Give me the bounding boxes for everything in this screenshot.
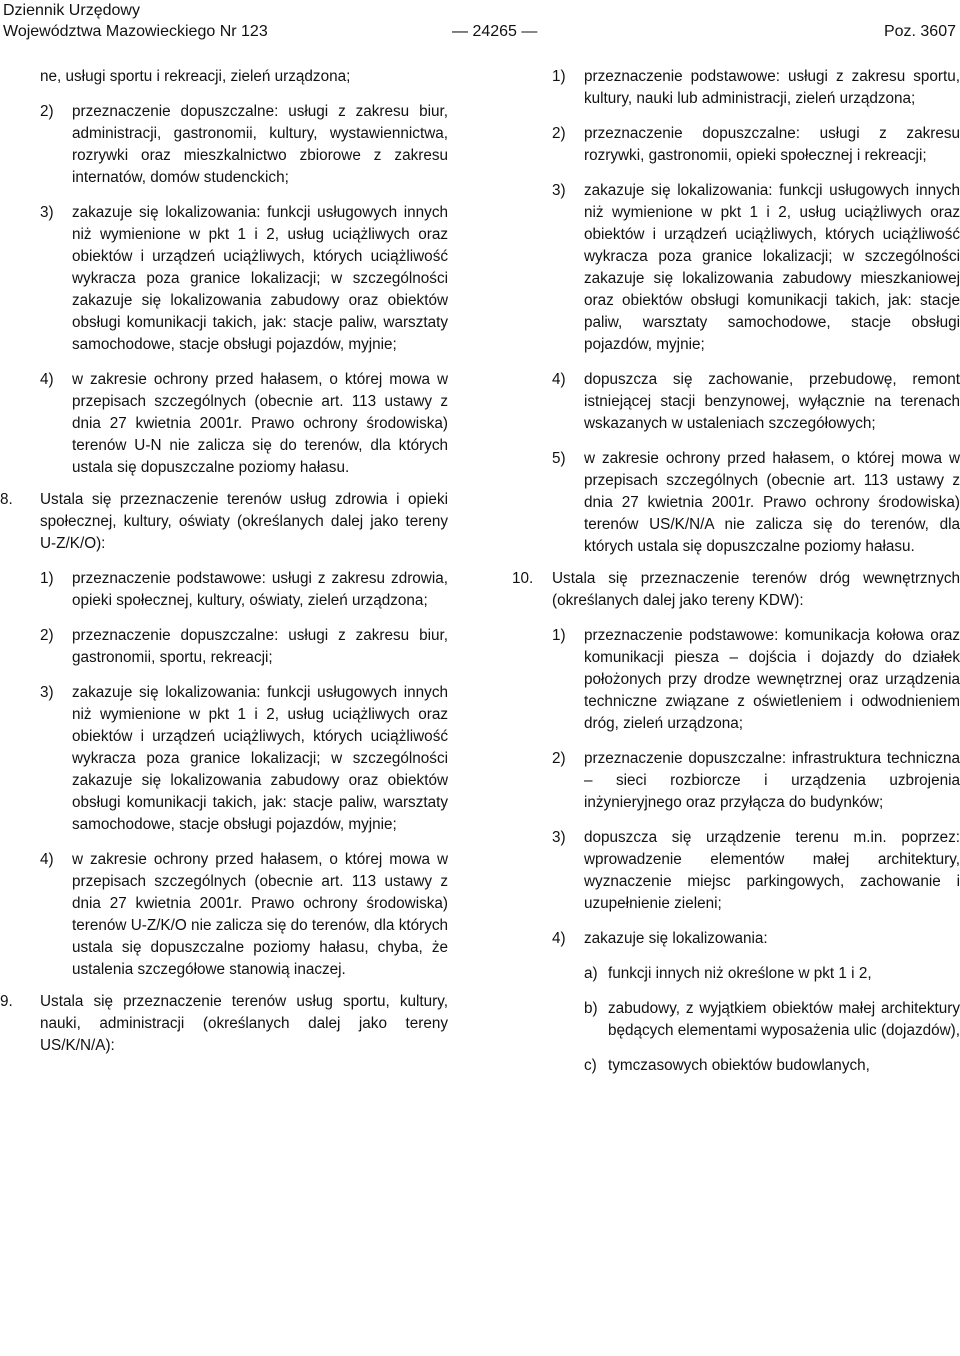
sub-item-letter: c)	[584, 1057, 597, 1074]
list-item	[0, 369, 448, 479]
sub-item-text: zabudowy, z wyjątkiem obiektów małej architektury będących elementami wyposażenia ulic (dojazdów),	[608, 1000, 960, 1039]
item-text: zakazuje się lokalizowania: funkcji usługowych innych niż wymienione w pkt 1 i 2, usług uciążliwych oraz obiektów i urządzeń uciążliwych, których uciążliwość wykracza poza granice lokalizacji; w szczególności zakazuje się lokalizowania zabudowy mieszkaniowej oraz obiektów obsługi komunikacji takich, jak: stacje paliw, warsztaty samochodowe, stacje obsługi pojazdów, myjnie;	[584, 182, 960, 353]
list-item	[0, 568, 448, 612]
item-text: przeznaczenie podstawowe: usługi z zakresu sportu, kultury, nauki lub administracji, zieleń urządzona;	[584, 68, 960, 107]
item-text: przeznaczenie dopuszczalne: usługi z zakresu biur, administracji, gastronomii, kultury, wystawiennictwa, rozrywki oraz mieszkalnictwo zbiorowe z zakresu internatów, domów studenckich;	[72, 103, 448, 186]
item-number: 4)	[552, 930, 566, 947]
page-header	[0, 0, 960, 44]
sub-item-text: funkcji innych niż określone w pkt 1 i 2,	[608, 965, 872, 982]
item-text: przeznaczenie dopuszczalne: usługi z zakresu rozrywki, gastronomii, opieki społecznej i rekreacji;	[584, 125, 960, 164]
journal-title: Dziennik Urzędowy	[3, 2, 140, 19]
item-text: dopuszcza się zachowanie, przebudowę, remont istniejącej stacji benzynowej, wyłącznie na terenach wskazanych w ustaleniach szczegółowych;	[584, 371, 960, 432]
list-item	[0, 625, 448, 669]
left-column	[0, 66, 448, 1070]
section-paragraph	[512, 568, 960, 612]
sub-item-letter: b)	[584, 1000, 598, 1017]
section-text: Ustala się przeznaczenie terenów usług sportu, kultury, nauki, administracji (określanych dalej jako tereny US/K/N/A):	[40, 993, 448, 1054]
item-number: 3)	[552, 829, 566, 846]
paragraph-text: ne, usługi sportu i rekreacji, zieleń urządzona;	[40, 68, 351, 85]
list-item	[512, 180, 960, 356]
item-number: 3)	[40, 684, 54, 701]
journal-issue: Województwa Mazowieckiego Nr 123	[3, 23, 268, 40]
item-text: w zakresie ochrony przed hałasem, o której mowa w przepisach szczególnych (obecnie art. 113 ustawy z dnia 27 kwietnia 2001r. Prawo ochrony środowiska) terenów U-N nie zalicza się do terenów, dla których ustala się dopuszczalne poziomy hałasu.	[72, 371, 448, 476]
sub-list-item	[512, 998, 960, 1042]
list-item	[0, 682, 448, 836]
item-number: 2)	[552, 750, 566, 767]
item-number: 1)	[40, 570, 54, 587]
section-text: Ustala się przeznaczenie terenów usług zdrowia i opieki społecznej, kultury, oświaty (określanych dalej jako tereny U-Z/K/O):	[40, 491, 448, 552]
item-number: 2)	[40, 627, 54, 644]
section-text: Ustala się przeznaczenie terenów dróg wewnętrznych (określanych dalej jako tereny KDW):	[552, 570, 960, 609]
item-number: 1)	[552, 68, 566, 85]
section-paragraph	[0, 489, 448, 555]
list-item	[512, 369, 960, 435]
item-number: 2)	[40, 103, 54, 120]
sub-list-item	[512, 1055, 960, 1077]
item-text: przeznaczenie dopuszczalne: infrastruktura techniczna – sieci rozbiorcze i urządzenia uzbrojenia inżynieryjnego oraz przyłącza do budynków;	[584, 750, 960, 811]
list-item	[512, 928, 960, 950]
sub-item-letter: a)	[584, 965, 598, 982]
item-text: w zakresie ochrony przed hałasem, o której mowa w przepisach szczególnych (obecnie art. 113 ustawy z dnia 27 kwietnia 2001r. Prawo ochrony środowiska) terenów U-Z/K/O nie zalicza się do terenów, dla których ustala się dopuszczalne poziomy hałasu, chyba, że ustalenia szczegółowe stanowią inaczej.	[72, 851, 448, 978]
item-number: 3)	[40, 204, 54, 221]
item-text: zakazuje się lokalizowania: funkcji usługowych innych niż wymienione w pkt 1 i 2, usług uciążliwych oraz obiektów i urządzeń uciążliwych, których uciążliwość wykracza poza granice lokalizacji; w szczególności zakazuje się lokalizowania zabudowy oraz obiektów obsługi komunikacji takich, jak: stacje paliw, warsztaty samochodowe, stacje obsługi pojazdów, myjnie;	[72, 684, 448, 833]
item-text: dopuszcza się urządzenie terenu m.in. poprzez: wprowadzenie elementów małej architektury, wyznaczenie miejsc parkingowych, zachowanie i uzupełnienie zieleni;	[584, 829, 960, 912]
list-item	[512, 748, 960, 814]
list-item	[512, 448, 960, 558]
right-column	[512, 66, 960, 1090]
page-number: — 24265 —	[452, 23, 538, 40]
sub-item-text: tymczasowych obiektów budowlanych,	[608, 1057, 870, 1074]
sub-list-item	[512, 963, 960, 985]
item-number: 4)	[552, 371, 566, 388]
list-item	[0, 101, 448, 189]
list-item	[512, 625, 960, 735]
item-number: 4)	[40, 851, 54, 868]
item-number: 1)	[552, 627, 566, 644]
section-number: 8.	[0, 491, 13, 508]
item-text: przeznaczenie podstawowe: usługi z zakresu zdrowia, opieki społecznej, kultury, oświaty, zieleń urządzona;	[72, 570, 448, 609]
item-text: zakazuje się lokalizowania:	[584, 930, 768, 947]
position-number: Poz. 3607	[883, 23, 956, 40]
item-text: w zakresie ochrony przed hałasem, o której mowa w przepisach szczególnych (obecnie art. 113 ustawy z dnia 27 kwietnia 2001r. Prawo ochrony środowiska) terenów US/K/N/A nie zalicza się do terenów, dla których ustala się dopuszczalne poziomy hałasu.	[584, 450, 960, 555]
item-number: 5)	[552, 450, 566, 467]
list-item	[512, 827, 960, 915]
item-text: zakazuje się lokalizowania: funkcji usługowych innych niż wymienione w pkt 1 i 2, usług uciążliwych oraz obiektów i urządzeń uciążliwych, których uciążliwość wykracza poza granice lokalizacji; w szczególności zakazuje się lokalizowania zabudowy oraz obiektów obsługi komunikacji takich, jak: stacje paliw, warsztaty samochodowe, stacje obsługi pojazdów, myjnie;	[72, 204, 448, 353]
section-number: 10.	[512, 570, 534, 587]
list-item	[512, 123, 960, 167]
continuation-text	[0, 66, 448, 88]
item-text: przeznaczenie podstawowe: komunikacja kołowa oraz komunikacji piesza – dojścia i dojazdy do działek położonych przy drodze wewnętrznej oraz urządzenia techniczne związane z oświetleniem i odwodnieniem dróg, zieleń urządzona;	[584, 627, 960, 732]
item-text: przeznaczenie dopuszczalne: usługi z zakresu biur, gastronomii, sportu, rekreacji;	[72, 627, 448, 666]
list-item	[0, 202, 448, 356]
section-paragraph	[0, 991, 448, 1057]
item-number: 2)	[552, 125, 566, 142]
list-item	[0, 849, 448, 981]
item-number: 4)	[40, 371, 54, 388]
section-number: 9.	[0, 993, 13, 1010]
list-item	[512, 66, 960, 110]
item-number: 3)	[552, 182, 566, 199]
